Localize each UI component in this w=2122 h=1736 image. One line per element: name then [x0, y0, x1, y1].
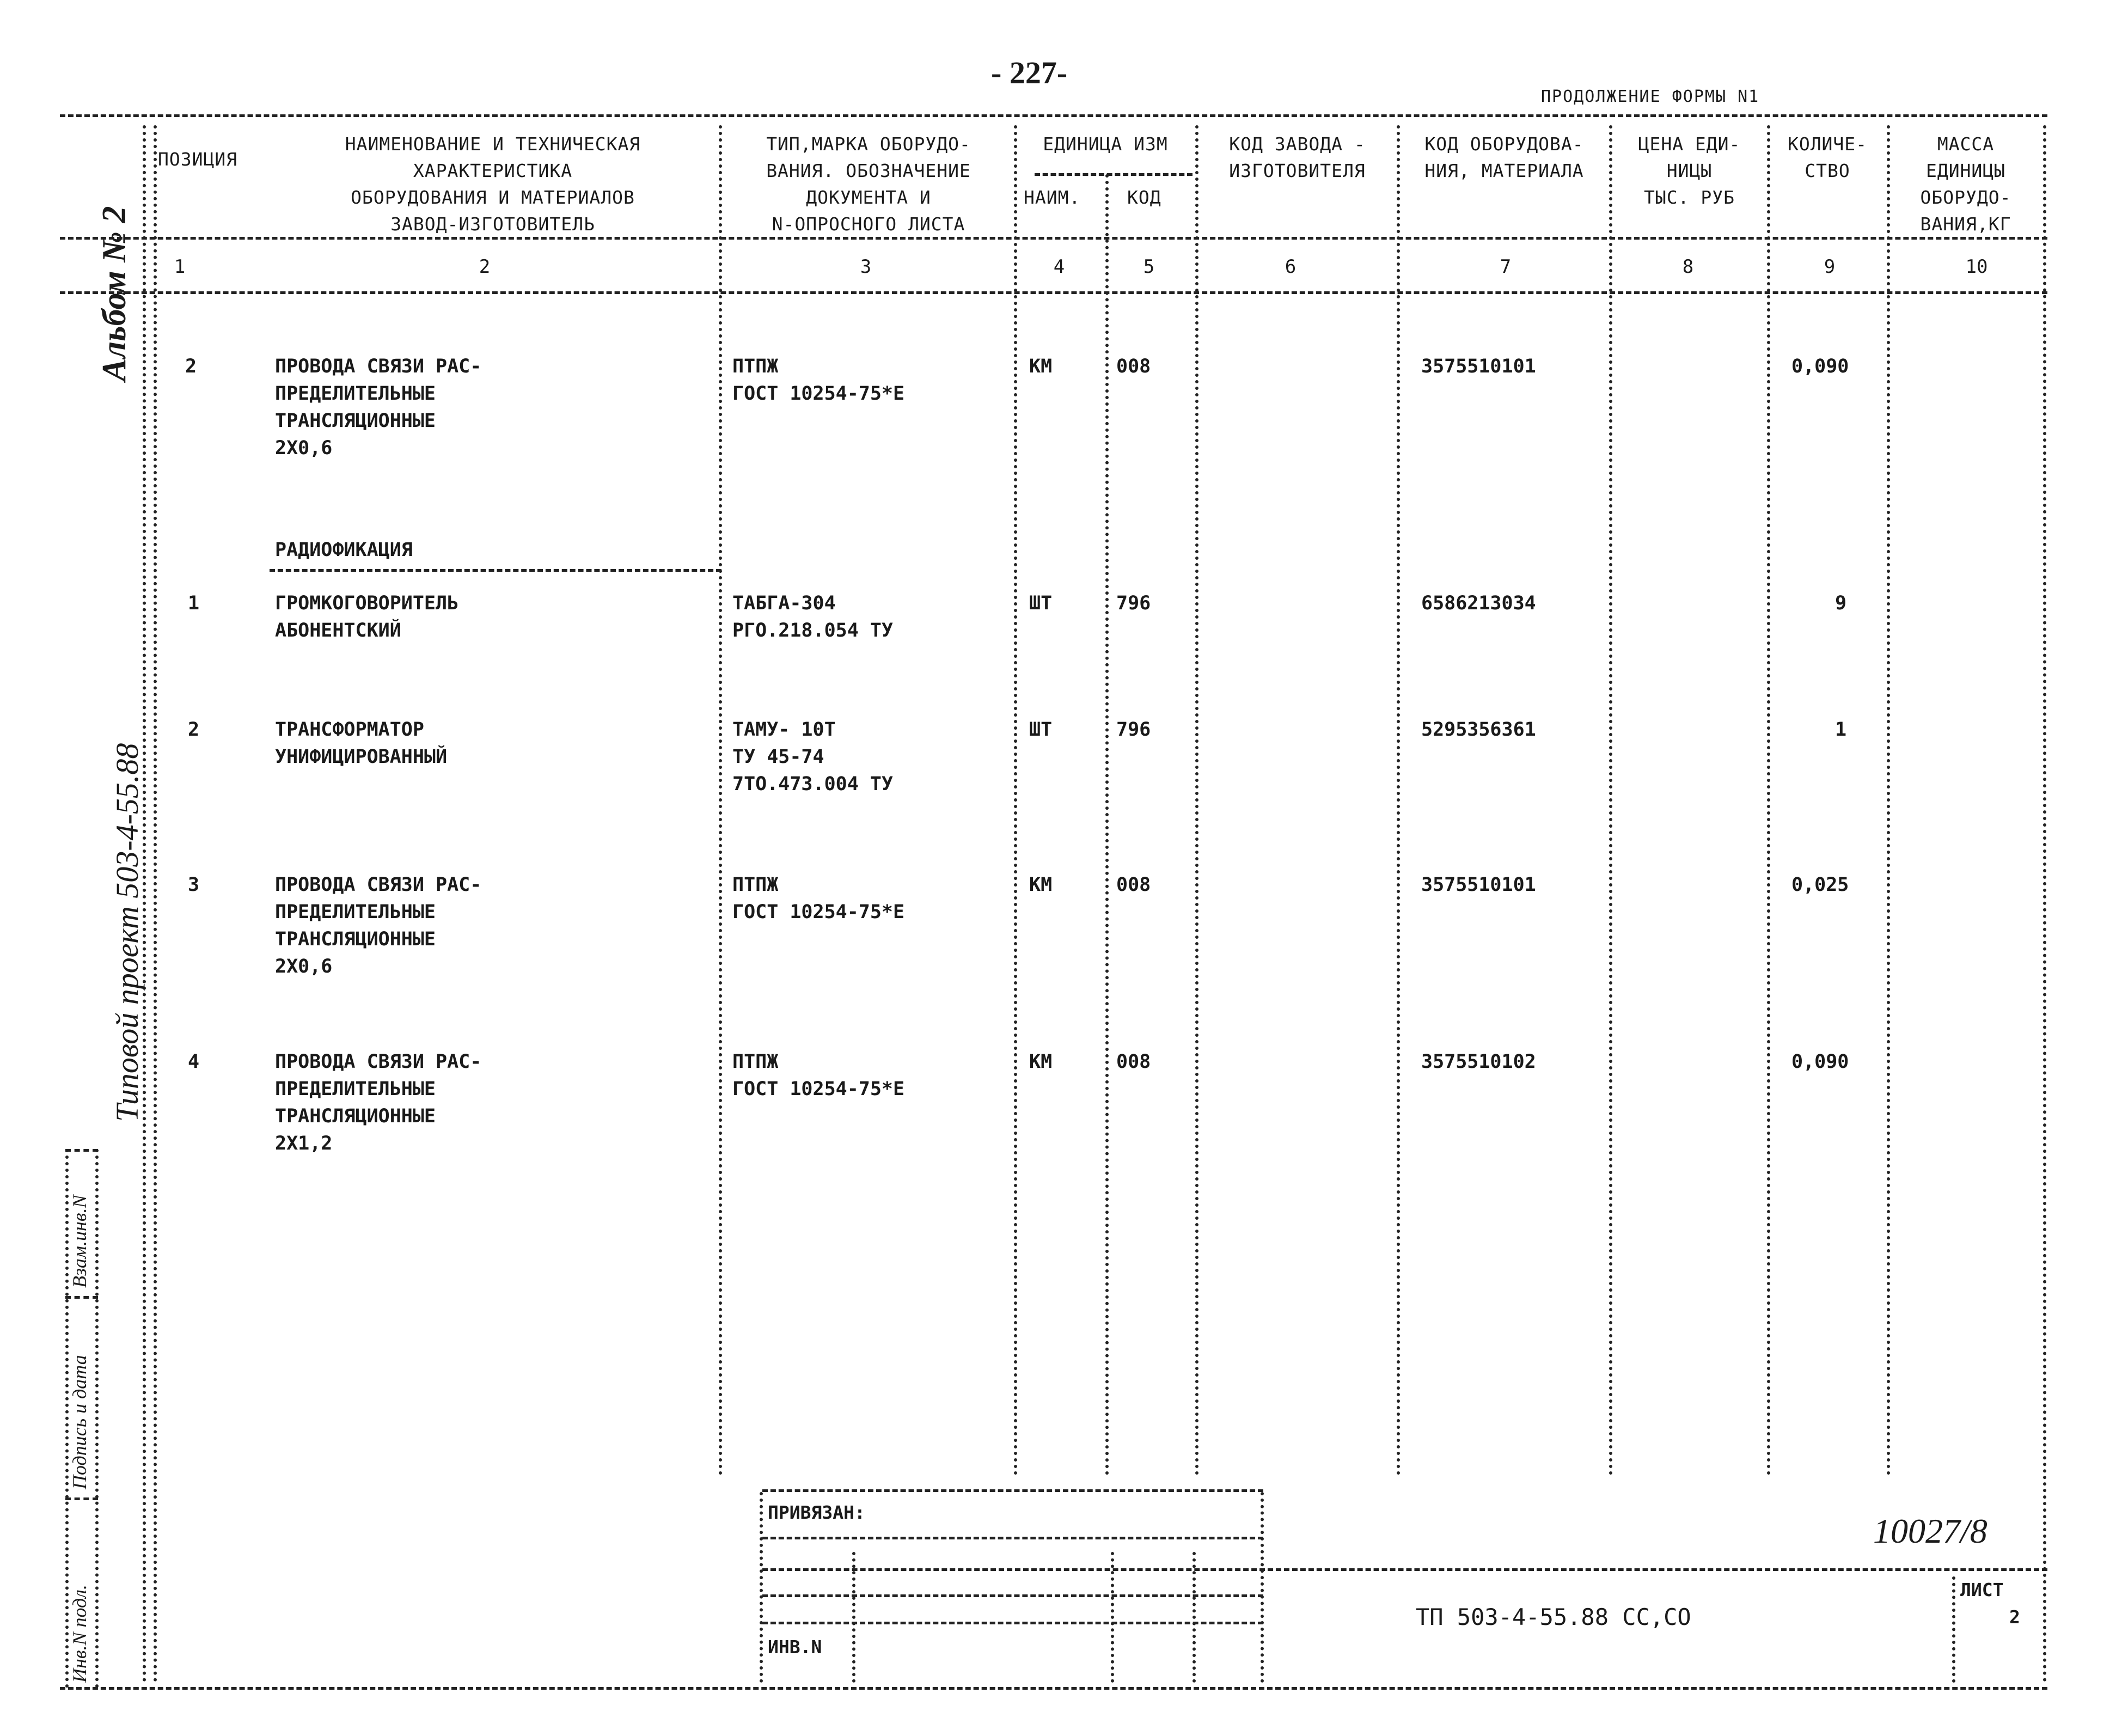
stamp-inv-label: ИНВ.N	[768, 1636, 822, 1658]
col-sep-8	[1767, 125, 1770, 1476]
row-unit: КМ	[1029, 356, 1053, 377]
header-factory-code: КОД ЗАВОДА - ИЗГОТОВИТЕЛЯ	[1229, 133, 1366, 181]
row-unit-code: 008	[1116, 1051, 1151, 1073]
row-equip-code: 3575510101	[1421, 874, 1536, 896]
row-name: ГРОМКОГОВОРИТЕЛЬ АБОНЕНТСКИЙ	[275, 592, 459, 641]
row-position: 2	[185, 356, 197, 377]
stamp-column-div-1	[65, 1296, 98, 1299]
row-unit-code: 008	[1116, 356, 1151, 377]
row-unit-code: 796	[1116, 719, 1151, 741]
colnum-7: 7	[1500, 256, 1512, 278]
col-sep-6	[1397, 125, 1400, 1476]
row-qty: 9	[1835, 592, 1847, 614]
header-unit-code: КОД	[1127, 187, 1161, 208]
row-type: ПТПЖ ГОСТ 10254-75*Е	[732, 1051, 905, 1100]
stamp-column-right	[95, 1149, 99, 1688]
col-sep-7	[1609, 125, 1612, 1476]
row-type: ПТПЖ ГОСТ 10254-75*Е	[732, 874, 905, 923]
stamp-rule-4	[762, 1594, 1263, 1597]
stamp-sep-c	[1111, 1552, 1114, 1683]
section-underline	[270, 569, 721, 572]
row-qty: 0,025	[1791, 874, 1849, 896]
stamp-sep-a	[760, 1492, 763, 1683]
row-name: ПРОВОДА СВЯЗИ РАС- ПРЕДЕЛИТЕЛЬНЫЕ ТРАНСЛЯЦИОННЫЕ 2Х0,6	[275, 356, 482, 459]
row-qty: 0,090	[1791, 1051, 1849, 1073]
stamp-sep-d	[1193, 1552, 1196, 1683]
stamp-sep-e	[1261, 1492, 1264, 1683]
stamp-bound-label: ПРИВЯЗАН:	[768, 1502, 865, 1523]
row-unit: КМ	[1029, 1051, 1053, 1073]
header-position: ПОЗИЦИЯ	[158, 149, 238, 170]
colnum-5: 5	[1143, 256, 1155, 278]
col-sep-3	[1014, 125, 1017, 1476]
stamp-rule-2	[762, 1537, 1263, 1539]
table-top-rule	[60, 114, 2047, 117]
original-inv-label: Инв.N подл.	[69, 1585, 90, 1683]
sheet-label: ЛИСТ	[1960, 1579, 2004, 1600]
colnum-1: 1	[174, 256, 186, 278]
table-bottom-rule	[60, 1687, 2047, 1690]
row-equip-code: 6586213034	[1421, 592, 1536, 614]
handwritten-number: 10027/8	[1873, 1512, 1988, 1550]
sheet-number: 2	[2009, 1606, 2020, 1628]
colnum-bottom-rule	[60, 291, 2047, 294]
stamp-sep-sheet	[1952, 1576, 1955, 1683]
row-qty: 1	[1835, 719, 1847, 741]
col-sep-9	[1887, 125, 1890, 1476]
colnum-2: 2	[479, 256, 491, 278]
row-unit: ШТ	[1029, 592, 1053, 614]
signature-date-label: Подпись и дата	[69, 1355, 90, 1489]
col-sep-5	[1195, 125, 1198, 1476]
stamp-column-div-2	[65, 1497, 98, 1500]
row-position: 3	[188, 874, 200, 896]
row-equip-code: 3575510102	[1421, 1051, 1536, 1073]
stamp-rule-5	[762, 1622, 1263, 1624]
row-position: 4	[188, 1051, 200, 1073]
row-unit: ШТ	[1029, 719, 1053, 741]
header-quantity: КОЛИЧЕ- СТВО	[1787, 133, 1868, 181]
stamp-column-top	[65, 1149, 98, 1152]
replaced-inv-label: Взам.инв.N	[69, 1195, 90, 1288]
col-sep-1	[154, 125, 157, 1683]
header-unit-name: НАИМ.	[1024, 187, 1081, 208]
row-unit-code: 796	[1116, 592, 1151, 614]
col-sep-2	[719, 125, 722, 1476]
header-type: ТИП,МАРКА ОБОРУДО- ВАНИЯ. ОБОЗНАЧЕНИЕ ДОКУМЕНТА И N-ОПРОСНОГО ЛИСТА	[766, 133, 971, 235]
header-name: НАИМЕНОВАНИЕ И ТЕХНИЧЕСКАЯ ХАРАКТЕРИСТИКА ОБОРУДОВАНИЯ И МАТЕРИАЛОВ ЗАВОД-ИЗГОТОВИТЕЛЬ	[345, 133, 641, 235]
colnum-10: 10	[1965, 256, 1988, 278]
unit-subrule	[1035, 173, 1193, 176]
row-type: ТАМУ- 10Т ТУ 45-74 7ТО.473.004 ТУ	[732, 719, 894, 795]
row-unit-code: 008	[1116, 874, 1151, 896]
stamp-rule-3	[762, 1568, 2047, 1571]
header-equip-code: КОД ОБОРУДОВА- НИЯ, МАТЕРИАЛА	[1424, 133, 1584, 181]
header-mass: МАССА ЕДИНИЦЫ ОБОРУДО- ВАНИЯ,КГ	[1920, 133, 2011, 235]
project-label: Типовой проект 503-4-55.88	[109, 743, 145, 1122]
row-position: 1	[188, 592, 200, 614]
row-position: 2	[188, 719, 200, 741]
colnum-3: 3	[860, 256, 872, 278]
header-unit: ЕДИНИЦА ИЗМ	[1043, 133, 1168, 155]
colnum-9: 9	[1824, 256, 1836, 278]
row-qty: 0,090	[1791, 356, 1849, 377]
row-equip-code: 5295356361	[1421, 719, 1536, 741]
page-number: - 227-	[991, 55, 1068, 90]
row-name: ПРОВОДА СВЯЗИ РАС- ПРЕДЕЛИТЕЛЬНЫЕ ТРАНСЛЯЦИОННЫЕ 2Х0,6	[275, 874, 482, 977]
col-sep-4	[1105, 174, 1109, 1476]
col-sep-right	[2043, 125, 2046, 1683]
colnum-8: 8	[1682, 256, 1694, 278]
row-equip-code: 3575510101	[1421, 356, 1536, 377]
section-title: РАДИОФИКАЦИЯ	[275, 539, 413, 561]
stamp-sep-b	[852, 1552, 855, 1683]
colnum-4: 4	[1053, 256, 1065, 278]
continuation-label: ПРОДОЛЖЕНИЕ ФОРМЫ N1	[1541, 87, 1760, 106]
row-type: ТАБГА-304 РГО.218.054 ТУ	[732, 592, 894, 641]
document-code: ТП 503-4-55.88 СС,СО	[1416, 1604, 1691, 1630]
row-name: ТРАНСФОРМАТОР УНИФИЦИРОВАННЫЙ	[275, 719, 448, 768]
album-label: Альбом № 2	[96, 206, 133, 381]
header-price: ЦЕНА ЕДИ- НИЦЫ ТЫС. РУБ	[1638, 133, 1741, 208]
row-type: ПТПЖ ГОСТ 10254-75*Е	[732, 356, 905, 405]
row-unit: КМ	[1029, 874, 1053, 896]
stamp-rule-1	[762, 1489, 1263, 1492]
row-name: ПРОВОДА СВЯЗИ РАС- ПРЕДЕЛИТЕЛЬНЫЕ ТРАНСЛЯЦИОННЫЕ 2Х1,2	[275, 1051, 482, 1154]
colnum-6: 6	[1285, 256, 1297, 278]
